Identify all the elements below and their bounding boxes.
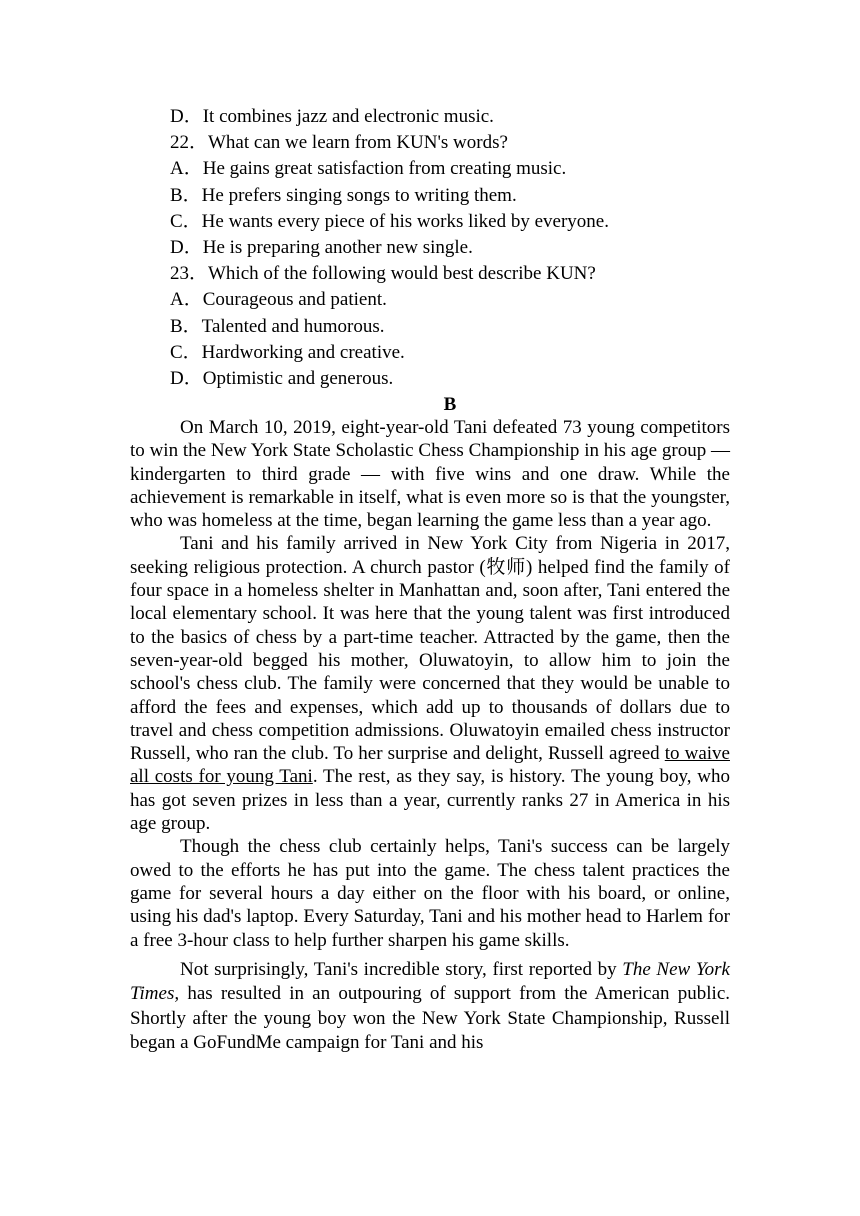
q23-option-d: D．Optimistic and generous. [170,367,394,389]
q21-option-d: D．It combines jazz and electronic music. [170,106,494,127]
passage-paragraph-4 [130,958,730,1056]
paragraph-2-text-start: Tani and his family arrived in New York City from Nigeria in 2017, seeking religious protection. A church pastor (牧师) helped find the family of four space in a homeless shelter in Manhattan and, soon after, Tani entered the local elementary school. It was here that the young talent was first introduced to the basics of chess by a part-time teacher. Attracted by the game, then the seven-year-old begged his mother, Oluwatoyin, to allow him to join the school's chess club. The family were concerned that they would be unable to afford the fees and expenses, which add up to thousands of dollars due to travel and chess competition admissions. Oluwatoyin emailed chess instructor Russell, who ran the club. To her surprise and delight, Russell agreed [130,533,730,765]
q23-option-b: B．Talented and humorous. [170,315,385,337]
reading-passage-b [130,416,730,1056]
passage-paragraph-2 [130,532,730,835]
paragraph-4-text-start: Not surprisingly, Tani's incredible story, first reported by [180,958,623,980]
paragraph-2-text-end: . The rest, as they say, is history. The young boy, who has got seven prizes in less than a year, currently ranks 27 in America in his age group. [130,766,730,835]
underlined-phrase: to waive all costs for young Tani [130,743,730,788]
q22-stem: 22．What can we learn from KUN's words? [170,132,508,154]
paragraph-4-text-end: has resulted in an outpouring of support from the American public. Shortly after the young boy won the New York State Championship, Russell began a GoFundMe campaign for Tani and his [130,983,730,1054]
q22-option-b: B．He prefers singing songs to writing them. [170,184,517,206]
section-b-heading: B [443,394,457,415]
q23-option-a: A．Courageous and patient. [170,289,387,311]
passage-paragraph-1: On March 10, 2019, eight-year-old Tani defeated 73 young competitors to win the New York State Scholastic Chess Championship in his age group — kindergarten to third grade — with five wins and one draw. While the achievement is remarkable in itself, what is even more so is that the youngster, who was homeless at the time, began learning the game less than a year ago. [130,417,730,532]
q22-option-c: C．He wants every piece of his works liked by everyone. [170,210,609,232]
q22-option-d: D．He is preparing another new single. [170,236,473,258]
question-options-block [170,104,770,392]
q23-stem: 23．Which of the following would best describe KUN? [170,263,596,285]
passage-paragraph-3: Though the chess club certainly helps, Tani's success can be largely owed to the efforts he has put into the game. The chess talent practices the game for several hours a day either on the floor with his board, or online, using his dad's laptop. Every Saturday, Tani and his mother head to Harlem for a free 3-hour class to help further sharpen his game skills. [130,836,730,951]
q23-option-c: C．Hardworking and creative. [170,341,405,363]
newspaper-title: The New York Times, [130,958,730,1005]
q22-option-a: A．He gains great satisfaction from creating music. [170,158,567,180]
